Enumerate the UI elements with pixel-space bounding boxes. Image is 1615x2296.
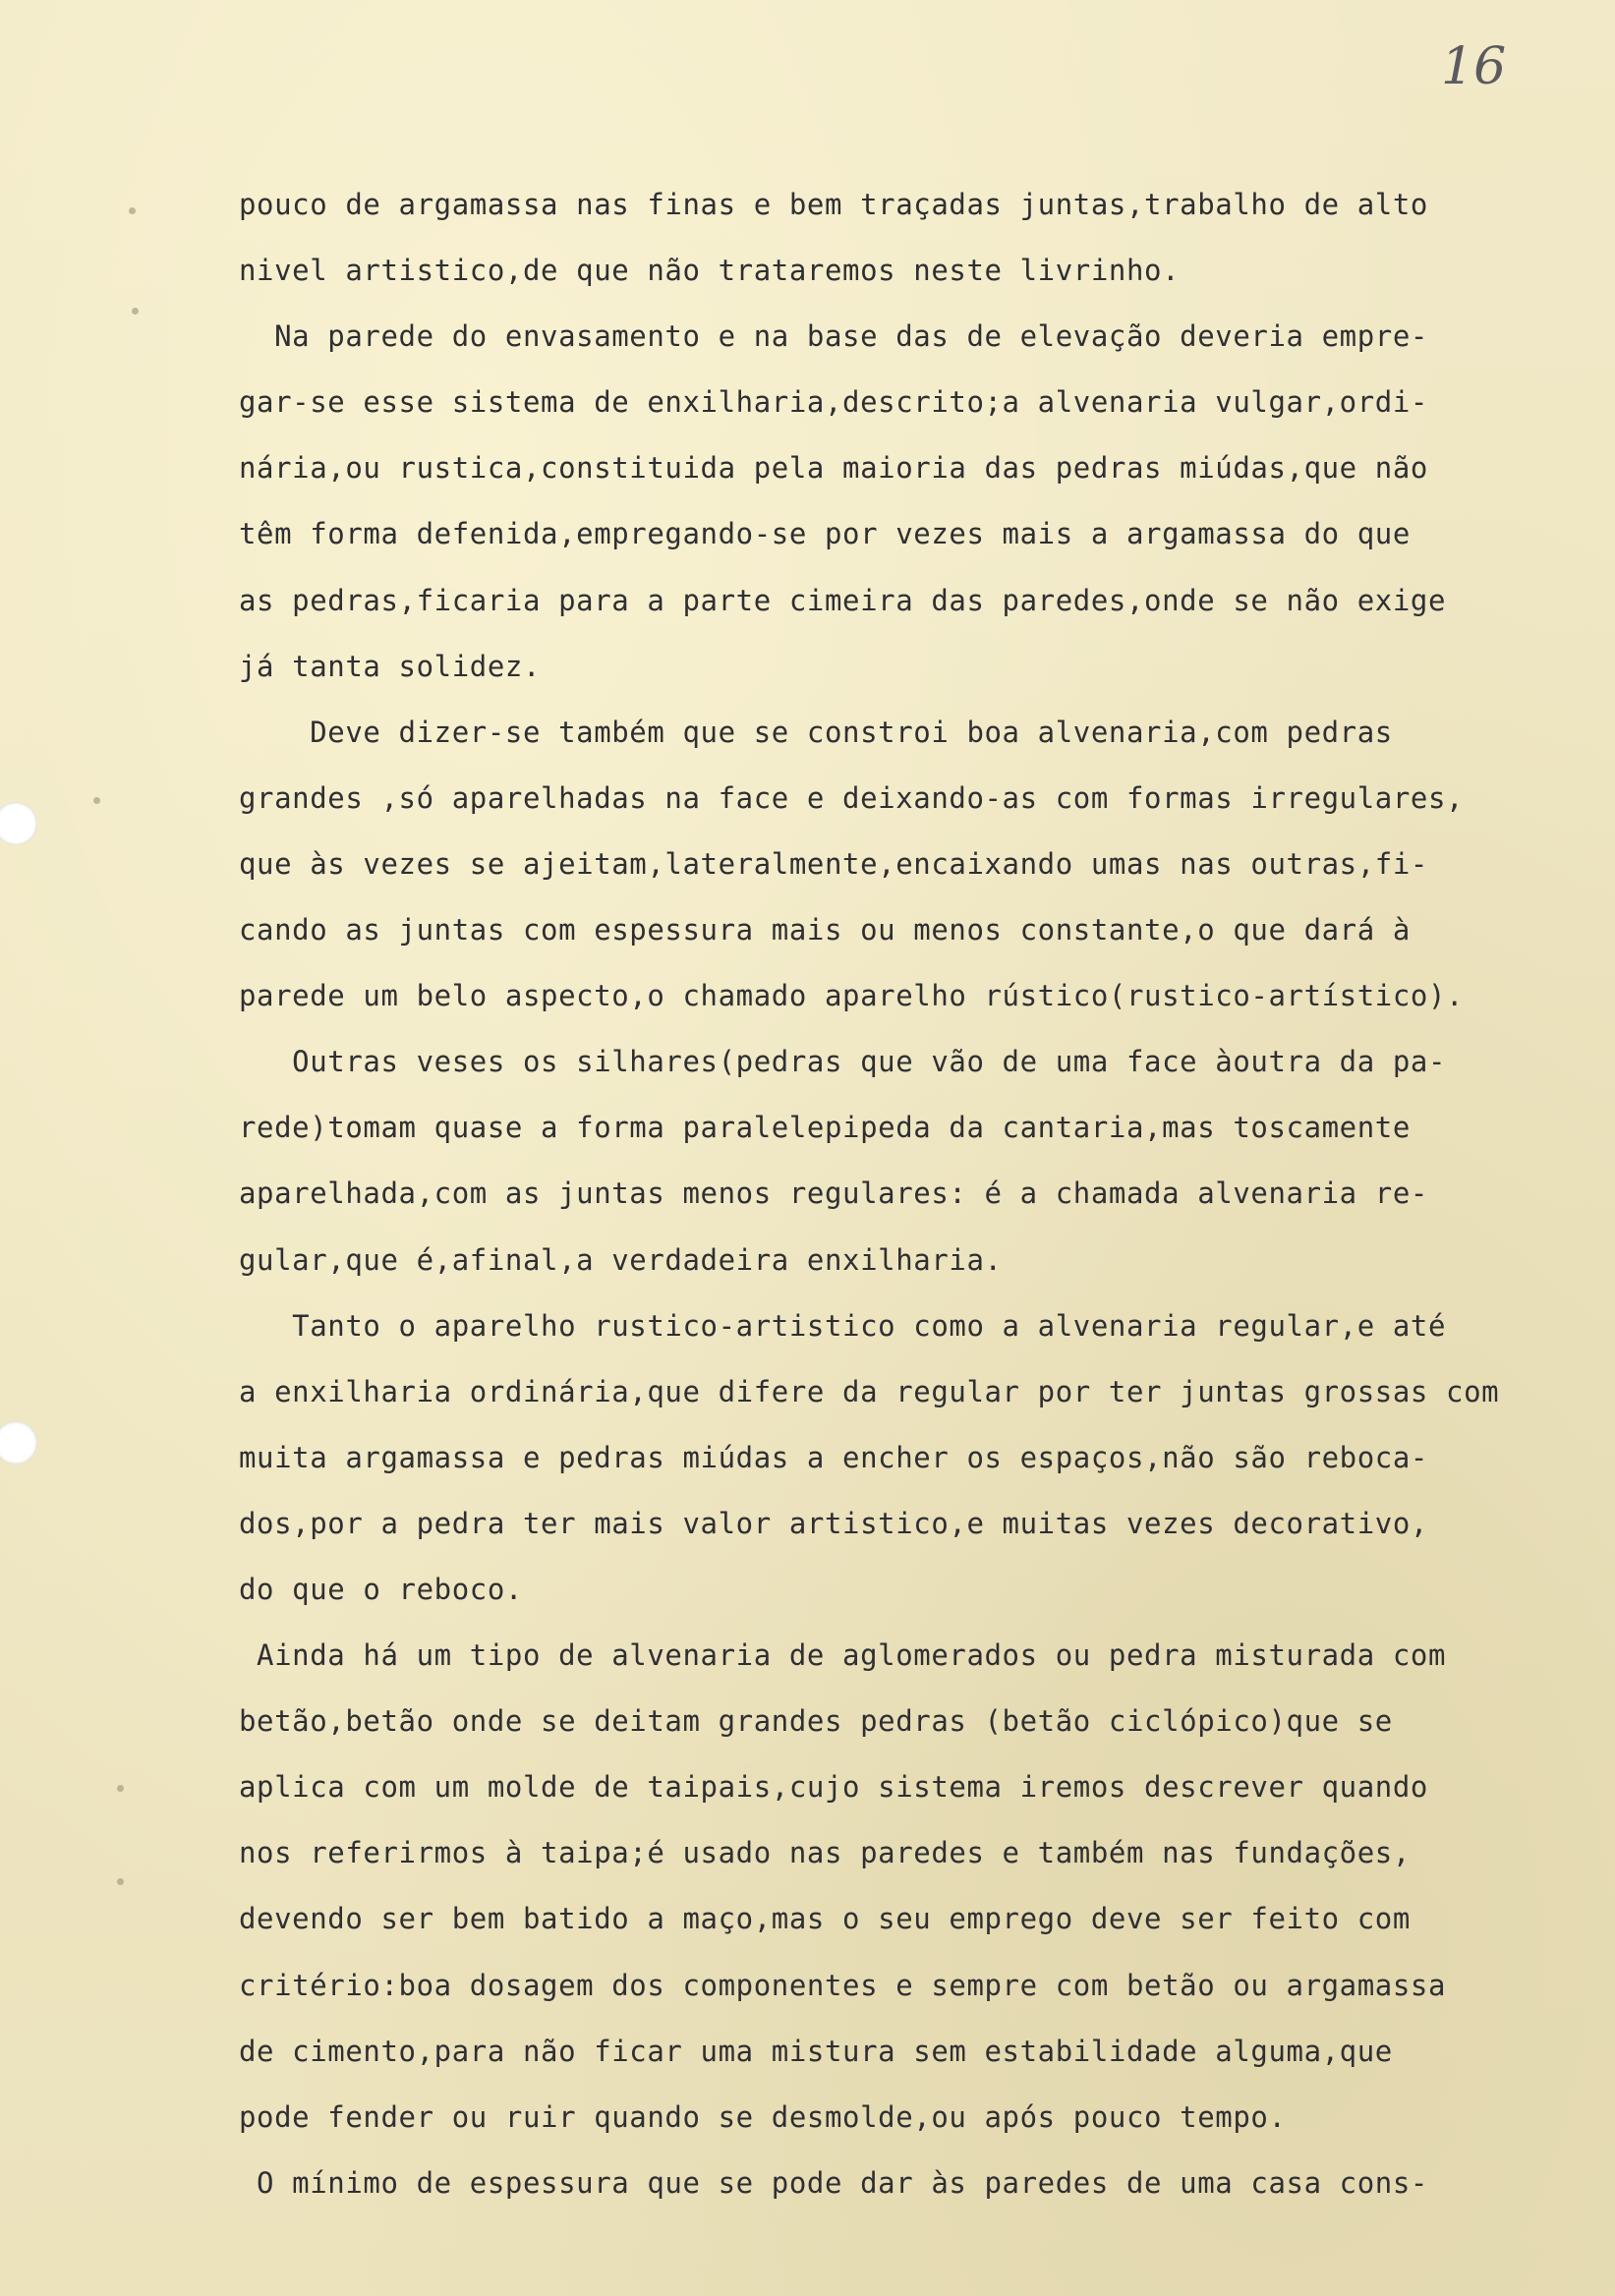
- paper-speck: [132, 308, 139, 315]
- text-line: as pedras,ficaria para a parte cimeira das paredes,onde se não exige: [239, 583, 1447, 617]
- text-line: do que o reboco.: [239, 1572, 523, 1606]
- text-line: pouco de argamassa nas finas e bem traçadas juntas,trabalho de alto: [239, 188, 1428, 221]
- text-line: Na parede do envasamento e na base das de elevação deveria empre-: [239, 319, 1428, 354]
- text-line: betão,betão onde se deitam grandes pedras (betão ciclópico)que se: [239, 1704, 1393, 1739]
- text-line: Outras veses os silhares(pedras que vão de uma face àoutra da pa-: [239, 1045, 1447, 1079]
- text-line: Tanto o aparelho rustico-artistico como a alvenaria regular,e até: [239, 1308, 1447, 1343]
- punch-hole: [0, 1421, 37, 1464]
- body-text: [239, 185, 1576, 2229]
- text-line: aparelhada,com as juntas menos regulares: é a chamada alvenaria re-: [239, 1177, 1428, 1211]
- text-line: devendo ser bem batido a maço,mas o seu emprego deve ser feito com: [239, 1902, 1411, 1936]
- text-line: aplica com um molde de taipais,cujo sistema iremos descrever quando: [239, 1770, 1428, 1805]
- text-line: já tanta solidez.: [239, 649, 542, 683]
- text-line: dos,por a pedra ter mais valor artistico,e muitas vezes decorativo,: [239, 1506, 1428, 1540]
- text-line: grandes ,só aparelhadas na face e deixando-as com formas irregulares,: [239, 780, 1465, 815]
- text-line: têm forma defenida,empregando-se por vezes mais a argamassa do que: [239, 517, 1411, 551]
- text-line: O mínimo de espessura que se pode dar às paredes de uma casa cons-: [239, 2165, 1428, 2200]
- text-line: critério:boa dosagem dos componentes e sempre com betão ou argamassa: [239, 1968, 1447, 2002]
- text-line: Ainda há um tipo de alvenaria de aglomerados ou pedra misturada com: [239, 1638, 1447, 1673]
- text-line: que às vezes se ajeitam,lateralmente,encaixando umas nas outras,fi-: [239, 846, 1428, 881]
- text-line: gular,que é,afinal,a verdadeira enxilharia.: [239, 1242, 1003, 1277]
- text-line: pode fender ou ruir quando se desmolde,ou após pouco tempo.: [239, 2099, 1287, 2134]
- paper-speck: [93, 797, 100, 804]
- paper-speck: [117, 1785, 124, 1792]
- text-line: muita argamassa e pedras miúdas a encher os espaços,não são reboca-: [239, 1440, 1428, 1474]
- text-line: de cimento,para não ficar uma mistura sem estabilidade alguma,que: [239, 2034, 1393, 2068]
- paper-speck: [117, 1878, 124, 1885]
- paper-speck: [129, 207, 136, 214]
- text-line: Deve dizer-se também que se constroi boa alvenaria,com pedras: [239, 715, 1393, 749]
- text-line: a enxilharia ordinária,que difere da regular por ter juntas grossas com: [239, 1374, 1500, 1408]
- text-line: nos referirmos à taipa;é usado nas paredes e também nas fundações,: [239, 1836, 1411, 1870]
- text-line: cando as juntas com espessura mais ou menos constante,o que dará à: [239, 913, 1411, 947]
- text-line: parede um belo aspecto,o chamado aparelho rústico(rustico-artístico).: [239, 979, 1465, 1013]
- text-line: nivel artistico,de que não trataremos neste livrinho.: [239, 254, 1181, 288]
- text-line: rede)tomam quase a forma paralelepipeda da cantaria,mas toscamente: [239, 1111, 1411, 1145]
- page-number: 16: [1441, 37, 1507, 96]
- punch-hole: [0, 802, 37, 845]
- text-line: gar-se esse sistema de enxilharia,descrito;a alvenaria vulgar,ordi-: [239, 385, 1428, 420]
- text-line: nária,ou rustica,constituida pela maioria das pedras miúdas,que não: [239, 451, 1428, 486]
